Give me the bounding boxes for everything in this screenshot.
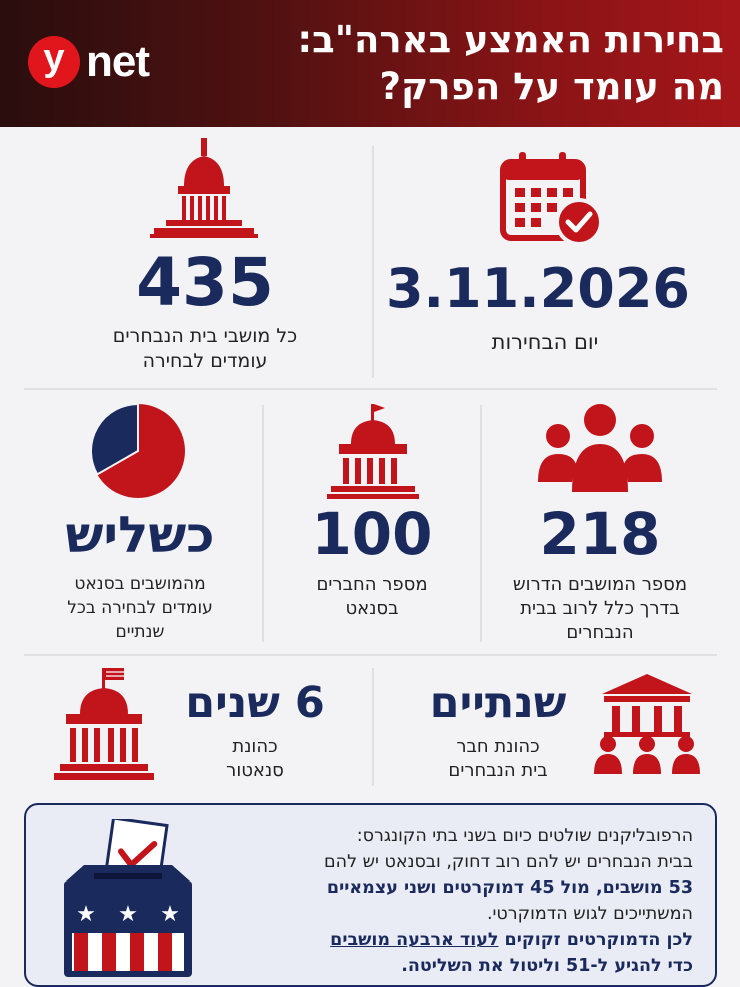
pie-one-third-icon [89, 402, 187, 500]
info-line-5 [223, 927, 693, 953]
senate-members-caption-line2: בסנאט [345, 598, 399, 619]
majority-caption-line3: הנבחרים [566, 622, 634, 643]
senate-building-icon [325, 402, 421, 500]
election-date-value: 3.11.2026 [385, 257, 690, 320]
svg-text:★: ★ [160, 902, 180, 927]
senate-third-caption-line2: עומדים לבחירה בכל [67, 598, 213, 618]
senate-members-caption-line1: מספר החברים [316, 574, 428, 595]
senate-third-caption-line1: מהמושבים בסנאט [74, 574, 206, 594]
senate-members-value: 100 [311, 500, 433, 568]
stat-election-date [385, 257, 690, 355]
senate-term-caption-line1: כהונת [232, 736, 278, 757]
senate-term-caption-line2: סנאטור [226, 760, 284, 781]
majority-caption [490, 573, 710, 645]
senate-third-caption-line3: שנתיים [115, 622, 165, 642]
calendar-check-icon [499, 150, 605, 246]
svg-text:★: ★ [76, 902, 96, 927]
info-line-4: המשתייכים לגוש הדמוקרטי. [486, 904, 693, 924]
ballot-box-icon [60, 819, 196, 979]
stat-senate-members [272, 500, 472, 621]
people-group-icon [538, 402, 662, 494]
senate-third-value: כשליש [65, 506, 215, 564]
divider-vertical-row3 [372, 668, 374, 786]
senate-members-caption [272, 573, 472, 621]
capitol-dome-icon [148, 136, 260, 242]
majority-value: 218 [539, 500, 661, 568]
info-box-text [223, 823, 693, 979]
divider-vertical-row1 [372, 146, 374, 378]
title-line-2: מה עומד על הפרק? [379, 65, 724, 108]
house-term-caption [398, 735, 598, 783]
stat-house-term [398, 678, 598, 783]
majority-caption-line1: מספר המושבים הדרוש [512, 574, 688, 595]
stat-majority [490, 500, 710, 645]
senate-term-caption [170, 735, 340, 783]
stat-house-seats [60, 244, 350, 374]
info-line-6: כדי להגיע ל-51 וליטול את השליטה. [401, 956, 693, 976]
election-date-caption: יום הבחירות [491, 330, 599, 354]
divider-vertical-row2-left [262, 405, 264, 642]
house-seats-caption-line1: כל מושבי בית הנבחרים [112, 325, 298, 347]
info-line-5-part2: לעוד ארבעה מושבים [330, 930, 499, 950]
title-line-1: בחירות האמצע בארה"ב: [297, 18, 724, 61]
divider-vertical-row2-right [480, 405, 482, 642]
header-banner [0, 0, 740, 127]
divider-horizontal-1 [24, 388, 717, 390]
senate-term-value: 6 שנים [185, 678, 325, 728]
columns-people-icon [592, 672, 702, 776]
stat-senate-third [30, 506, 250, 644]
page-title [204, 16, 724, 110]
house-term-caption-line1: כהונת חבר [456, 736, 540, 757]
info-line-3: 53 מושבים, מול 45 דמוקרטים ושני עצמאיים [326, 878, 693, 898]
house-seats-value: 435 [136, 244, 274, 321]
svg-text:★: ★ [118, 902, 138, 927]
info-line-1: הרפובליקנים שולטים כיום בשני בתי הקונגרס: [356, 826, 693, 846]
ynet-logo[interactable] [28, 36, 149, 88]
stat-senate-term [170, 678, 340, 783]
ynet-logo-mark: y [28, 36, 80, 88]
ynet-logo-text: net [86, 37, 149, 86]
house-seats-caption [60, 324, 350, 374]
divider-horizontal-2 [24, 654, 717, 656]
capitol-flag-icon [54, 666, 154, 784]
senate-third-caption [30, 572, 250, 644]
info-box [24, 803, 717, 987]
house-seats-caption-line2: עומדים לבחירה [142, 350, 268, 372]
house-term-value: שנתיים [429, 678, 567, 728]
majority-caption-line2: בדרך כלל לרוב בבית [520, 598, 680, 619]
info-line-2: בבית הנבחרים יש להם רוב דחוק, ובסנאט יש להם [324, 852, 693, 872]
house-term-caption-line2: בית הנבחרים [448, 760, 548, 781]
info-line-5-part1: לכן הדמוקרטים זקוקים [498, 930, 693, 950]
